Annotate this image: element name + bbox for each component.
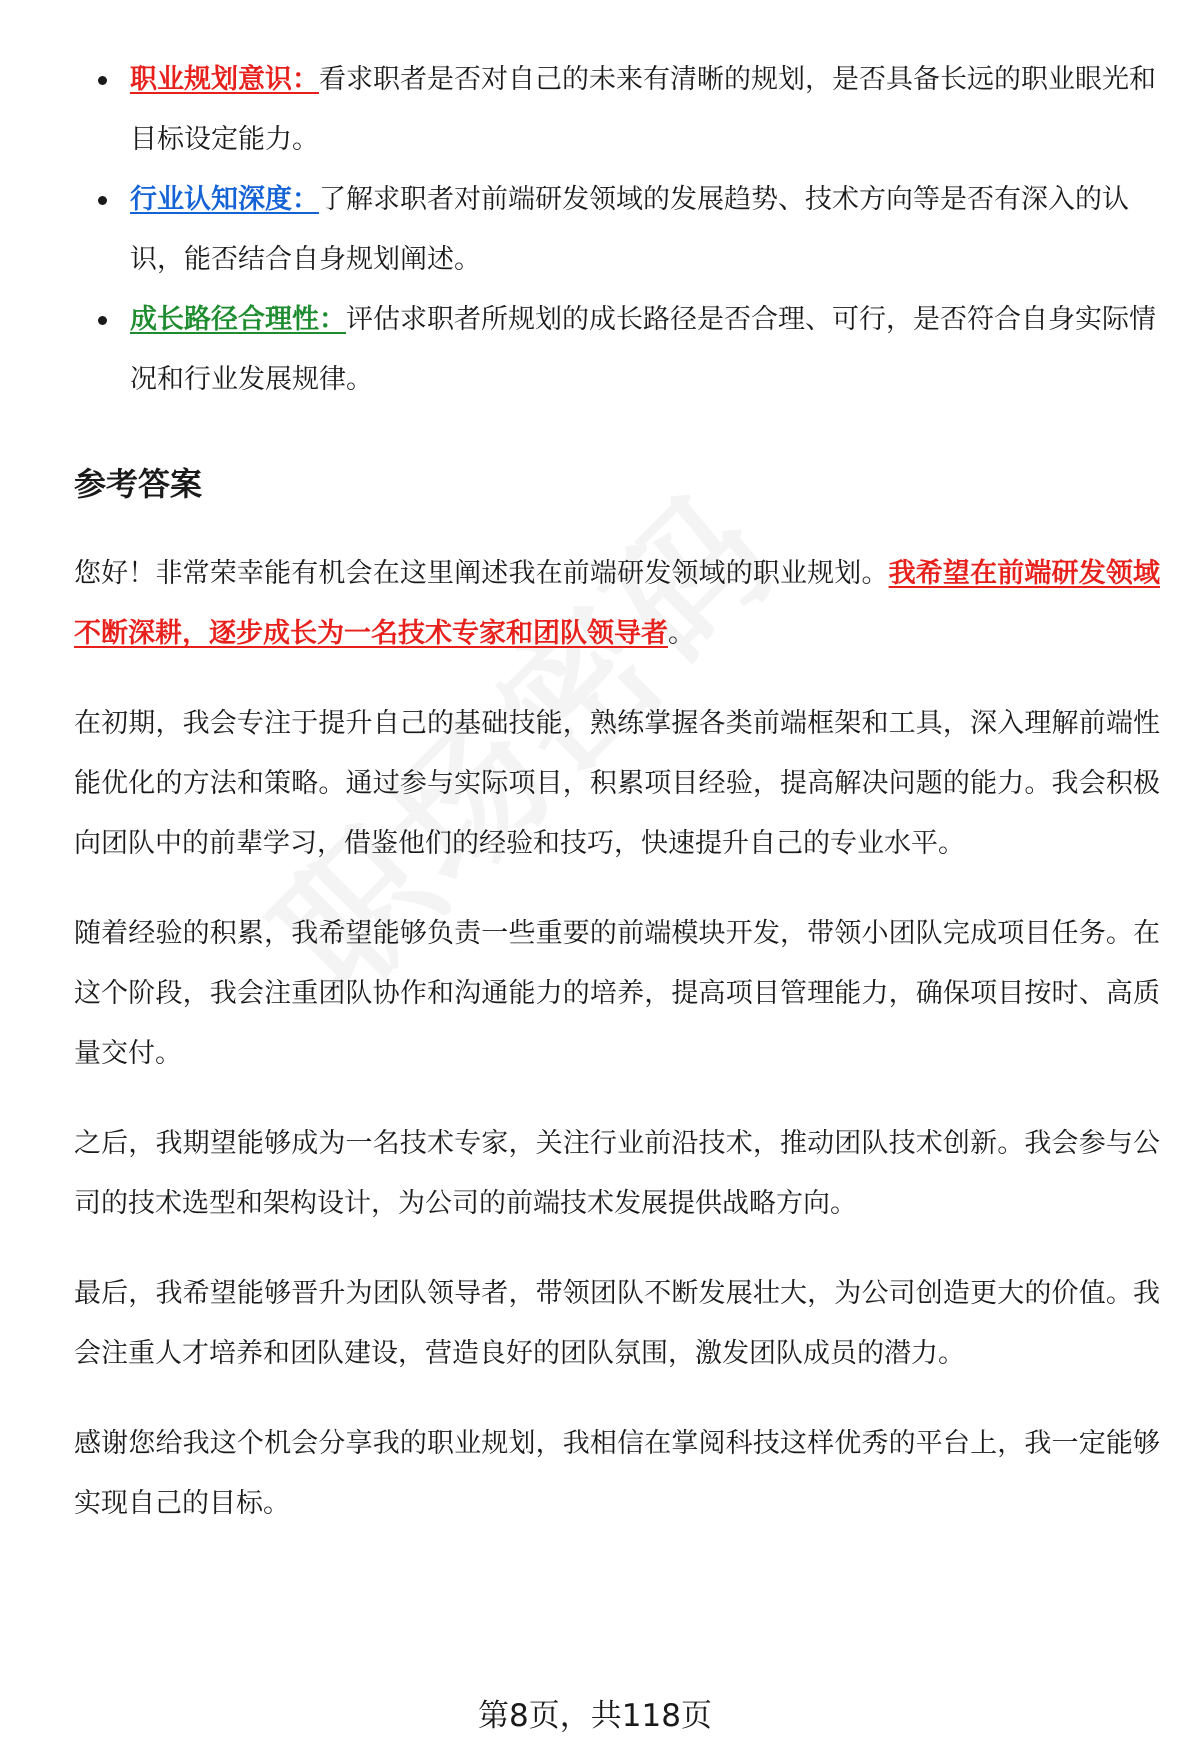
document-page xyxy=(74,50,1160,1564)
answer-paragraph: 之后，我期望能够成为一名技术专家，关注行业前沿技术，推动团队技术创新。我会参与公司的技术选型和架构设计，为公司的前端技术发展提供战略方向。 xyxy=(74,1128,1160,1219)
answer-paragraph: 随着经验的积累，我希望能够负责一些重要的前端模块开发，带领小团队完成项目任务。在这个阶段，我会注重团队协作和沟通能力的培养，提高项目管理能力，确保项目按时、高质量交付。 xyxy=(74,918,1160,1069)
list-item xyxy=(74,170,1160,290)
criteria-list xyxy=(74,50,1160,410)
intro-text: 您好！非常荣幸能有机会在这里阐述我在前端研发领域的职业规划。 xyxy=(74,558,889,589)
criterion-label: 职业规划意识： xyxy=(130,64,319,95)
criterion-text: 了解求职者对前端研发领域的发展趋势、技术方向等是否有深入的认识，能否结合自身规划阐述。 xyxy=(130,184,1129,275)
answer-paragraph: 感谢您给我这个机会分享我的职业规划，我相信在掌阅科技这样优秀的平台上，我一定能够实现自己的目标。 xyxy=(74,1428,1160,1519)
page-number: 第8页，共118页 xyxy=(478,1698,712,1734)
list-item xyxy=(74,290,1160,410)
answer-paragraph: 在初期，我会专注于提升自己的基础技能，熟练掌握各类前端框架和工具，深入理解前端性能优化的方法和策略。通过参与实际项目，积累项目经验，提高解决问题的能力。我会积极向团队中的前辈学习，借鉴他们的经验和技巧，快速提升自己的专业水平。 xyxy=(74,708,1160,859)
list-item xyxy=(74,50,1160,170)
section-title: 参考答案 xyxy=(74,465,203,503)
bullet-icon xyxy=(98,196,107,205)
intro-highlight: 我希望在前端研发领域不断深耕，逐步成长为一名技术专家和团队领导者 xyxy=(74,558,1161,649)
criterion-label: 行业认知深度： xyxy=(130,184,319,215)
criterion-text: 看求职者是否对自己的未来有清晰的规划，是否具备长远的职业眼光和目标设定能力。 xyxy=(130,64,1156,155)
criterion-text: 评估求职者所规划的成长路径是否合理、可行，是否符合自身实际情况和行业发展规律。 xyxy=(130,304,1156,395)
intro-end: 。 xyxy=(668,618,695,649)
bullet-icon xyxy=(98,316,107,325)
answer-paragraph: 最后，我希望能够晋升为团队领导者，带领团队不断发展壮大，为公司创造更大的价值。我会注重人才培养和团队建设，营造良好的团队氛围，激发团队成员的潜力。 xyxy=(74,1278,1160,1369)
answer-intro xyxy=(74,544,1160,664)
criterion-label: 成长路径合理性： xyxy=(130,304,346,335)
bullet-icon xyxy=(98,76,107,85)
